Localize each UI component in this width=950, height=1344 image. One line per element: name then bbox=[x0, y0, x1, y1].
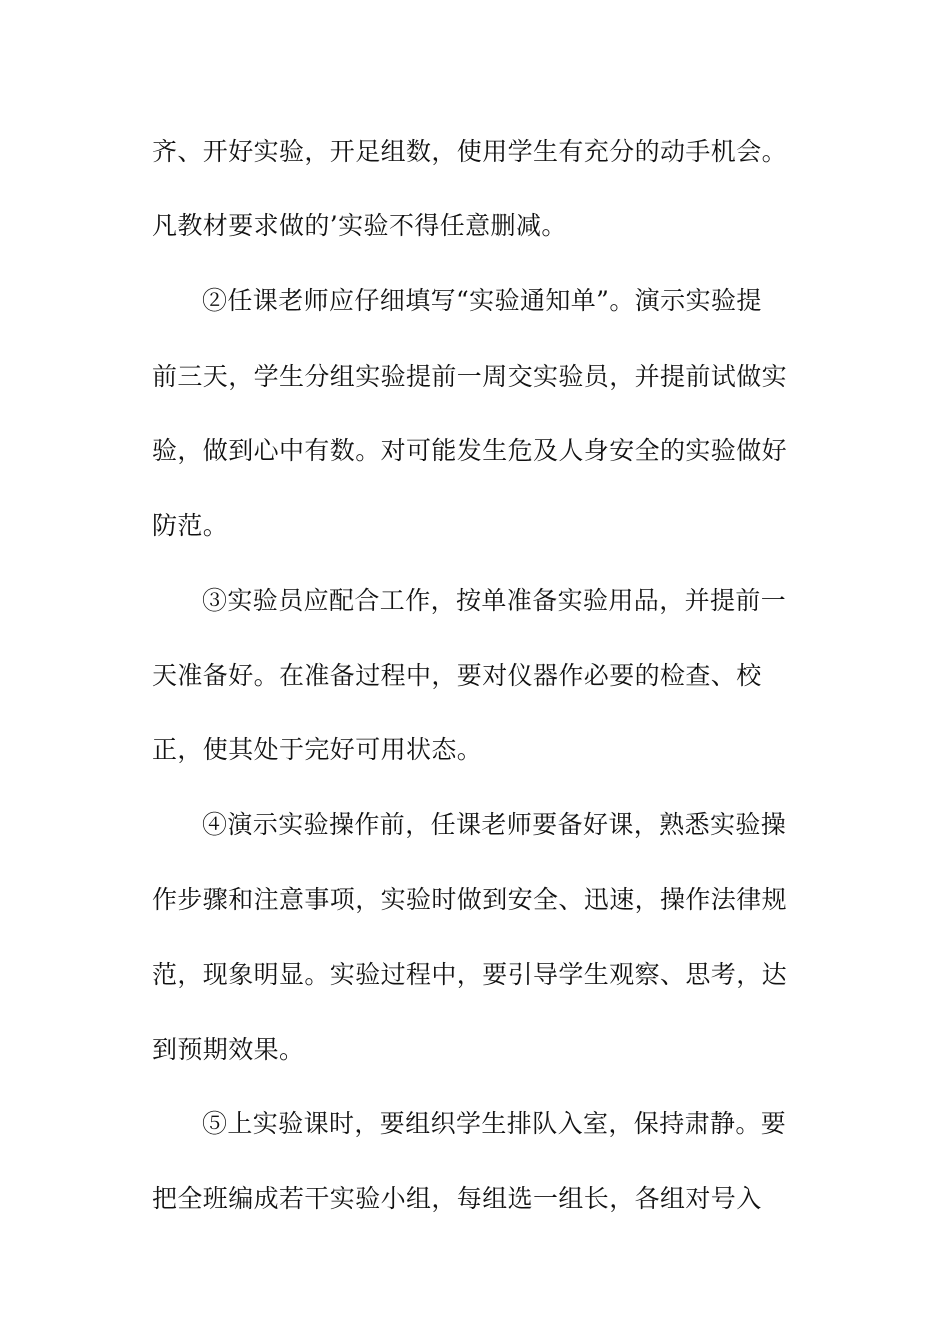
text-line-13: 到预期效果。 bbox=[152, 1035, 305, 1064]
paragraph-3-start: ③实验员应配合工作，按单准备实验用品，并提前一 bbox=[202, 586, 787, 615]
text-line-9: 正，使其处于完好可用状态。 bbox=[152, 735, 483, 764]
text-line-2: 凡教材要求做的’实验不得任意删减。 bbox=[152, 211, 567, 240]
text-line-6: 防范。 bbox=[152, 511, 229, 540]
text-line-8: 天准备好。在准备过程中，要对仪器作必要的检查、校 bbox=[152, 661, 762, 690]
paragraph-4-start: ④演示实验操作前，任课老师要备好课，熟悉实验操 bbox=[202, 810, 787, 839]
text-line-1: 齐、开好实验，开足组数，使用学生有充分的动手机会。 bbox=[152, 137, 788, 166]
text-line-12: 范，现象明显。实验过程中，要引导学生观察、思考，达 bbox=[152, 960, 788, 989]
text-line-15: 把全班编成若干实验小组，每组选一组长，各组对号入 bbox=[152, 1184, 762, 1213]
text-line-4: 前三天，学生分组实验提前一周交实验员，并提前试做实 bbox=[152, 362, 788, 391]
text-line-11: 作步骤和注意事项，实验时做到安全、迅速，操作法律规 bbox=[152, 885, 788, 914]
text-line-5: 验，做到心中有数。对可能发生危及人身安全的实验做好 bbox=[152, 436, 788, 465]
paragraph-2-start: ②任课老师应仔细填写“实验通知单”。演示实验提 bbox=[202, 286, 762, 315]
paragraph-5-start: ⑤上实验课时，要组织学生排队入室，保持肃静。要 bbox=[202, 1109, 787, 1138]
